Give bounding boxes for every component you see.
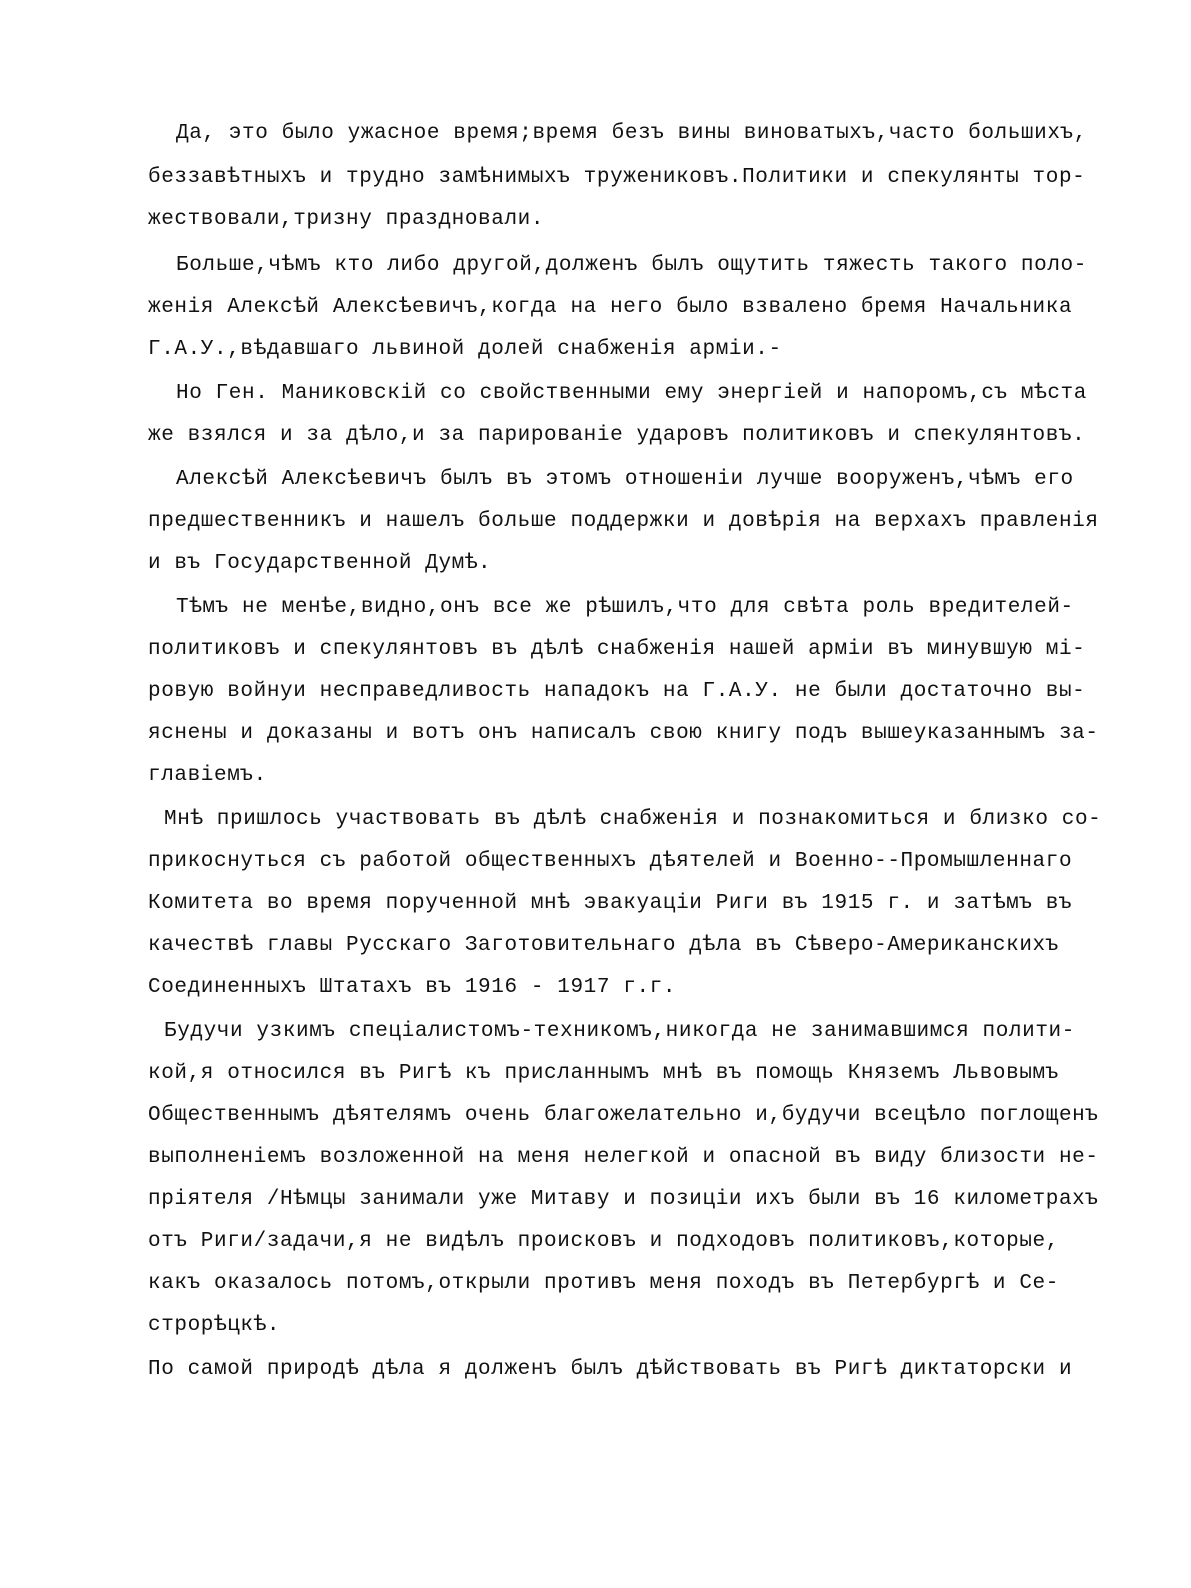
text-line: прикоснуться съ работой общественныхъ дѣятелей и Военно--Промышленнаго: [148, 850, 1073, 873]
text-line: и въ Государственной Думѣ.: [148, 552, 492, 575]
text-line: Алексѣй Алексѣевичъ былъ въ этомъ отношеніи лучше вооруженъ,чѣмъ его: [176, 468, 1074, 491]
text-line: Общественнымъ дѣятелямъ очень благожелательно и,будучи всецѣло поглощенъ: [148, 1104, 1099, 1127]
text-line: Но Ген. Маниковскій со свойственными ему энергіей и напоромъ,съ мѣста: [176, 382, 1087, 405]
text-line: По самой природѣ дѣла я долженъ былъ дѣйствовать въ Ригѣ диктаторски и: [148, 1358, 1073, 1381]
text-line: главіемъ.: [148, 764, 267, 787]
text-line: ровую войнуи несправедливость нападокъ на Г.А.У. не были достаточно вы-: [148, 680, 1086, 703]
text-line: какъ оказалось потомъ,открыли противъ меня походъ въ Петербургѣ и Се-: [148, 1272, 1059, 1295]
text-line: пріятеля /Нѣмцы занимали уже Митаву и позиціи ихъ были въ 16 километрахъ: [148, 1188, 1099, 1211]
text-line: политиковъ и спекулянтовъ въ дѣлѣ снабженія нашей арміи въ минувшую мі-: [148, 638, 1086, 661]
text-line: Будучи узкимъ спеціалистомъ-техникомъ,никогда не занимавшимся полити-: [164, 1020, 1075, 1043]
text-line: качествѣ главы Русскаго Заготовительнаго дѣла въ Сѣверо-Американскихъ: [148, 934, 1059, 957]
text-line: же взялся и за дѣло,и за парированіе ударовъ политиковъ и спекулянтовъ.: [148, 424, 1086, 447]
text-line: Мнѣ пришлось участвовать въ дѣлѣ снабженія и познакомиться и близко со-: [164, 808, 1102, 831]
text-line: беззавѣтныхъ и трудно замѣнимыхъ тружениковъ.Политики и спекулянты тор-: [148, 166, 1086, 189]
text-line: предшественникъ и нашелъ больше поддержки и довѣрія на верхахъ правленія: [148, 510, 1099, 533]
text-line: жествовали,тризну праздновали.: [148, 208, 545, 231]
text-line: женія Алексѣй Алексѣевичъ,когда на него было взвалено бремя Начальника: [148, 296, 1073, 319]
text-line: яснены и доказаны и вотъ онъ написалъ свою книгу подъ вышеуказаннымъ за-: [148, 722, 1099, 745]
text-line: Г.А.У.,вѣдавшаго львиной долей снабженія арміи.-: [148, 338, 782, 361]
text-line: строрѣцкѣ.: [148, 1314, 281, 1337]
text-line: отъ Риги/задачи,я не видѣлъ происковъ и подходовъ политиковъ,которые,: [148, 1230, 1059, 1253]
text-line: Больше,чѣмъ кто либо другой,долженъ былъ ощутить тяжесть такого поло-: [176, 254, 1087, 277]
text-line: кой,я относился въ Ригѣ къ присланнымъ мнѣ въ помощь Княземъ Львовымъ: [148, 1062, 1059, 1085]
text-line: Тѣмъ не менѣе,видно,онъ все же рѣшилъ,что для свѣта роль вредителей-: [176, 596, 1074, 619]
text-line: Да, это было ужасное время;время безъ вины виноватыхъ,часто большихъ,: [176, 122, 1087, 145]
text-line: Комитета во время порученной мнѣ эвакуаціи Риги въ 1915 г. и затѣмъ въ: [148, 892, 1073, 915]
text-line: Соединенныхъ Штатахъ въ 1916 - 1917 г.г.: [148, 976, 677, 999]
text-line: выполненіемъ возложенной на меня нелегкой и опасной въ виду близости не-: [148, 1146, 1099, 1169]
